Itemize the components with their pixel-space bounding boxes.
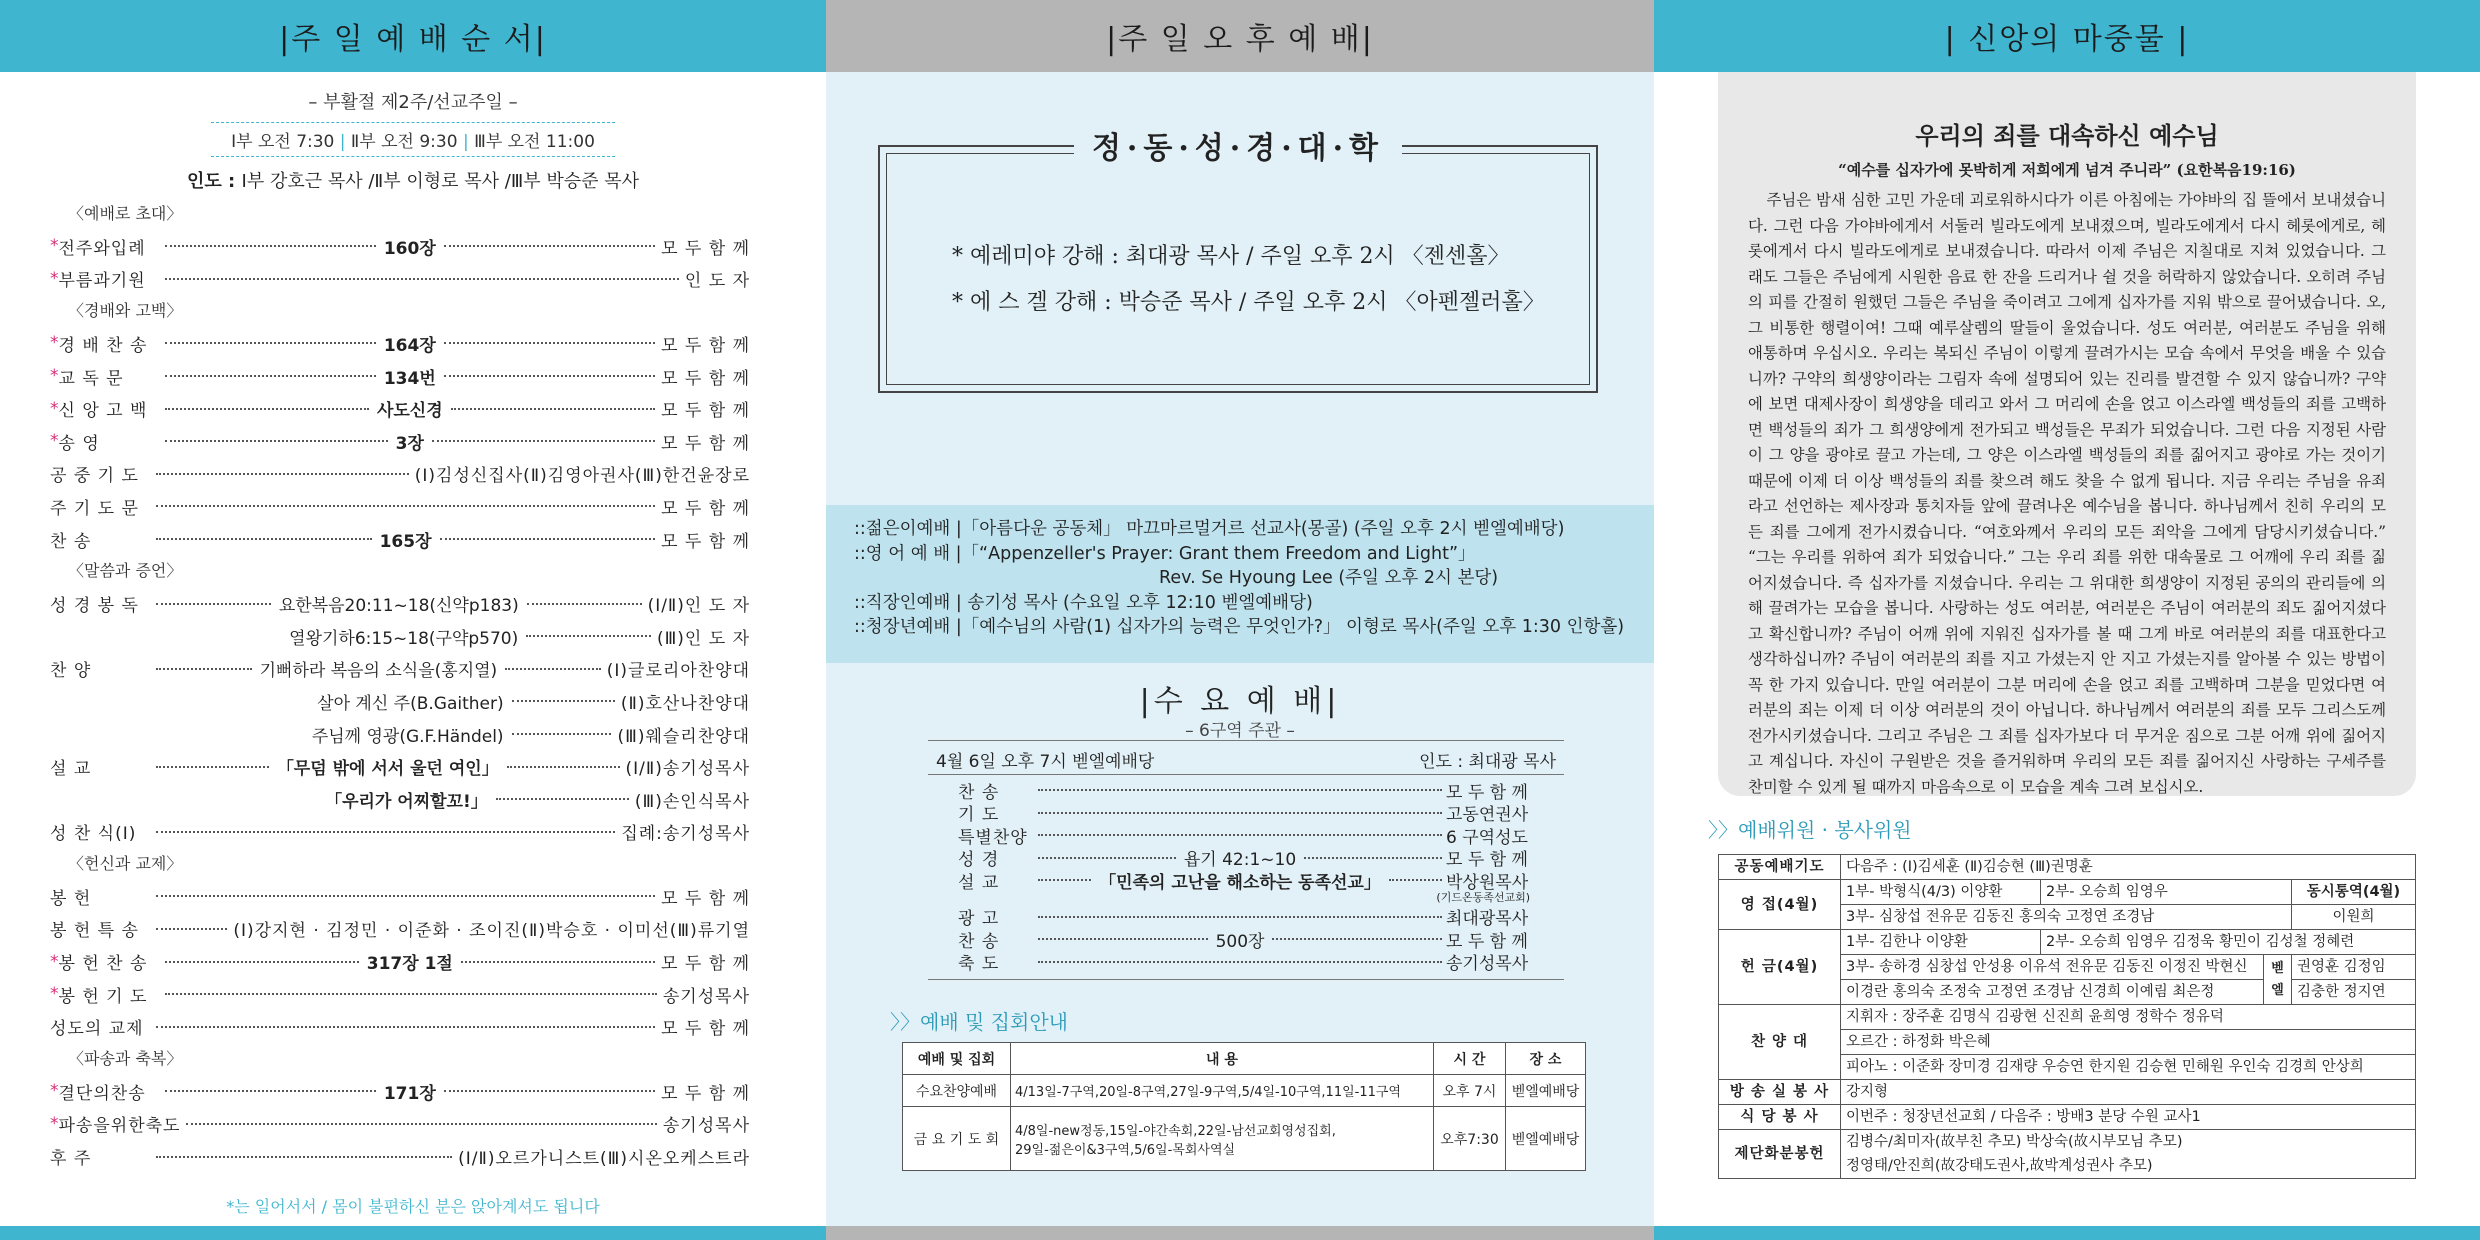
order-name: 공 중 기 도 (50, 466, 139, 487)
wed-item-leader: 모 두 함 께 (1446, 850, 1528, 871)
wed-item-name: 축 도 (958, 954, 1000, 975)
worship-order-header: |주 일 예 배 순 서| (0, 0, 826, 72)
duty-section-title: 〉〉예배위원 · 봉사위원 (1708, 818, 1912, 842)
stand-mark: * (50, 333, 59, 354)
duty-table (1718, 854, 2416, 1179)
order-detail: 열왕기하6:15~18(구약p570) (289, 628, 519, 649)
order-leader: (Ⅲ)인 도 자 (656, 628, 750, 649)
wed-item-leader: 송기성목사 (1446, 954, 1529, 975)
section-heading: 〈말씀과 증언〉 (68, 561, 183, 581)
leaders-names: Ⅰ부 강호근 목사 /Ⅱ부 이형로 목사 /Ⅲ부 박승준 목사 (241, 171, 639, 192)
wed-preacher-org: (기드온동족선교회) (1436, 890, 1530, 904)
order-leader: (Ⅰ)강지현 · 김정민 · 이준화 · 조이진(Ⅱ)박승호 · 이미선(Ⅲ)류기열 (233, 921, 750, 942)
order-name: 전주와입례 (58, 238, 146, 259)
order-leader: 모 두 함 께 (661, 888, 750, 909)
meditation-text: 주님은 밤새 심한 고민 가운데 괴로워하시다가 이른 아침에는 가야바의 집 뜰에서 보내셨습니다. 그런 다음 가야바에게서 서둘러 빌라도에게 보내졌으며, 빌라도에게서 다시 헤롯에게로, 헤롯에게서 다시 빌라도에게로 보내졌습니다. 따라서 이제 주님은 지칠대로 지쳐 있었습니다. 그래도 그들은 주님에게 시원한 음료 한 잔을 드리거나 쉴 것을 허락하지 않았습니다. 오히려 주님의 피를 간절히 원했던 그들은 주님을 죽이려고 그에게 십자가를 지워 밖으로 끌어냈습니다. 오, 그 비통한 행렬이여! 그때 예루살렘의 딸들이 울었습니다. 성도 여러분, 여러분도 주님을 위해 애통하며 우십시오. 우리는 복되신 주님이 이렇게 끌려가시는 모습 속에서 무엇을 배울 수 있습니까? 구약의 희생양이라는 그림자 속에 설명되어 있는 진리를 발견할 수 있지 않습니까? 구약에 보면 대제사장이 희생양을 데리고 와서 그 머리에 손을 얹고 이스라엘 백성들의 죄를 고백하면 백성들의 죄가 그 희생양에게 전가되고 백성들은 무죄가 되었습니다. 그런 다음 지정된 사람이 그 양을 광야로 끌고 가는데, 그 양은 이스라엘 백성들의 죄를 짊어지고 광야로 가는 것이기 때문에 이제 더 이상 백성들의 죄를 찾으려 해도 찾을 수 없게 됩니다. 지금 우리는 주님을 유죄라고 선언하는 제사장과 통치자들 앞에 끌려나온 예수님을 봅니다. 하나님께서 친히 우리의 모든 죄를 그에게 전가시켰습니다. “여호와께서 우리의 모든 죄악을 그에게 담당시키셨습니다.” “그는 우리를 위하여 죄가 되었습니다.” 그는 우리 죄를 위한 대속물로 그 어깨에 우리 죄를 짊어지셨습니다. 즉 십자가를 지셨습니다. 우리는 그 위대한 희생양이 지정된 공의의 관리들에 의해 끌려가는 모습을 봅니다. 사랑하는 성도 여러분, 여러분은 주님이 여러분의 죄도 짊어지셨다고 확신합니까? 주님이 어깨 위에 지워진 십자가를 볼 때 그게 바로 여러분의 죄를 대표한다고 생각하십니까? 주님이 여러분의 죄를 지고 가셨는지 안 지고 가셨는지를 알아볼 수 있는 방법이 꼭 한 가지 있습니다. 만일 여러분이 그분 머리에 손을 얹고 죄를 고백하며 그분을 믿었다면 여러분의 죄는 이제 더 이상 여러분의 것이 아닙니다. 하나님께서 여러분의 죄를 모두 그리스도께 전가시키셨습니다. 그리고 주님은 그 죄를 십자가보다 더 무거운 짐으로 그분 어깨 위에 짊어지고 계십니다. 자신이 구원받은 것을 즐거워하며 우리의 모든 죄를 짊어지신 사랑하는 구세주를 찬미할 수 있게 될 때까지 마음속으로 이 모습을 계속 그려 보십시오. (1748, 191, 2386, 796)
order-detail: 317장 1절 (366, 954, 453, 975)
duty-label: 방 송 실 봉 사 (1719, 1080, 1841, 1105)
order-name: 봉 헌 기 도 (58, 986, 148, 1007)
order-row (50, 1108, 750, 1141)
order-leader: 모 두 함 께 (661, 433, 751, 454)
order-name: 부름과기원 (58, 271, 146, 292)
order-row (50, 1010, 750, 1043)
order-detail: 살아 계신 주(B.Gaither) (317, 693, 504, 714)
table-row (1719, 1130, 2416, 1155)
order-leader: (Ⅲ)손인식목사 (634, 791, 750, 812)
order-name: 성 경 봉 독 (50, 596, 139, 617)
duty-value: 동시통역(4월) (2292, 880, 2416, 905)
order-name: 찬 양 (50, 661, 92, 682)
duty-value: 김병수/최미자(故부친 추모) 박상숙(故시부모님 추모) (1841, 1130, 2416, 1155)
order-detail: 요한복음20:11~18(신약p183) (278, 596, 519, 617)
table-cell: 수요찬양예배 (903, 1075, 1011, 1107)
order-row (50, 653, 750, 686)
order-leader: (Ⅱ)호산나찬양대 (620, 693, 750, 714)
table-header: 시 간 (1434, 1043, 1506, 1075)
order-name: 후 주 (50, 1149, 92, 1170)
order-name: 성 찬 식(Ⅰ) (50, 824, 137, 845)
stand-mark: * (50, 984, 59, 1005)
order-name: 교 독 문 (58, 368, 124, 389)
footer-bar (1654, 1226, 2480, 1240)
wed-row (928, 847, 1564, 870)
duty-value: 2부- 오승희 임영우 (2041, 880, 2292, 905)
stand-mark: * (50, 1113, 59, 1134)
wed-item-leader: 고동연권사 (1446, 805, 1529, 826)
order-row (50, 913, 750, 946)
wed-sermon-title: 「민족의 고난을 해소하는 동족선교」 (1099, 872, 1381, 893)
order-leader: 모 두 함 께 (661, 1083, 751, 1104)
order-detail: 주님께 영광(G.F.Händel) (311, 726, 504, 747)
wed-item-name: 성 경 (958, 850, 1000, 871)
order-leader: 모 두 함 께 (661, 335, 751, 356)
table-cell: 4/13일-7구역,20일-8구역,27일-9구역,5/4일-10구역,11일-11구역 (1011, 1075, 1434, 1107)
order-row (50, 587, 750, 620)
table-cell: 4/8일-new정동,15일-야간속회,22일-남선교회영성집회, 29일-젊은이&3구역,5/6일-목회사역실 (1011, 1107, 1434, 1171)
wednesday-time: 4월 6일 오후 7시 벧엘예배당 (936, 752, 1155, 772)
stand-mark: * (50, 1081, 59, 1102)
wed-item-detail: 500장 (1215, 931, 1265, 952)
order-row (50, 816, 750, 849)
wed-row (928, 824, 1564, 847)
bible-college-frame (878, 131, 1598, 393)
table-cell: 오후 7시 (1434, 1075, 1506, 1107)
duty-value: 김충한 정지연 (2292, 980, 2416, 1005)
duty-value: 3부- 심창섭 전유문 김동진 홍의숙 고정연 조경남 (1841, 905, 2292, 930)
order-name: 경 배 찬 송 (58, 335, 148, 356)
duty-value: 오르간 : 하정화 박은혜 (1841, 1030, 2416, 1055)
duty-label: 공동예배기도 (1719, 855, 1841, 880)
duty-value: 1부- 김한나 이양환 (1841, 930, 2041, 955)
order-leader: 인 도 자 (684, 271, 750, 292)
wednesday-worship-title: |수 요 예 배| (1139, 684, 1341, 719)
duty-value: 벧엘 (2264, 955, 2292, 1005)
wed-item-leader: 모 두 함 께 (1446, 931, 1528, 952)
order-detail: 164장 (383, 335, 436, 356)
stand-mark: * (50, 366, 59, 387)
other-services-band (826, 505, 1654, 663)
wed-row (928, 906, 1564, 929)
wed-row (928, 779, 1564, 802)
order-detail: 134번 (383, 368, 436, 389)
section-heading: 〈헌신과 교제〉 (68, 854, 183, 874)
table-row (1719, 880, 2416, 905)
afternoon-worship-column (826, 0, 1654, 1240)
bible-college-line: * 에 스 겔 강해 : 박승준 목사 / 주일 오후 2시 〈아펜젤러홀〉 (952, 290, 1545, 315)
section-heading: 〈예배로 초대〉 (68, 204, 183, 223)
duty-value: 다음주 : (Ⅰ)김세훈 (Ⅱ)김승현 (Ⅲ)권명훈 (1841, 855, 2416, 880)
devotion-header: | 신앙의 마중물 | (1654, 0, 2480, 72)
meditation-title: 우리의 죄를 대속하신 예수님 (1915, 121, 2219, 150)
duty-value: 정영태/안진희(故강태도권사,故박계성권사 추모) (1841, 1154, 2416, 1179)
sermon-title: 「무덤 밖에 서서 울던 여인」 (276, 759, 499, 780)
order-name: 파송을위한축도 (58, 1116, 181, 1137)
duty-value: 권영훈 김정임 (2292, 955, 2416, 980)
order-row (50, 978, 750, 1011)
duty-value: 지휘자 : 장주훈 김명식 김광현 신진희 윤희영 정학수 정유덕 (1841, 1005, 2416, 1030)
time-2: Ⅱ부 오전 9:30 (350, 132, 458, 152)
order-row (50, 490, 750, 523)
order-leader: (Ⅲ)웨슬리찬양대 (617, 726, 750, 747)
table-row (903, 1107, 1586, 1171)
service-line: Rev. Se Hyoung Lee (주일 오후 2시 본당) (1159, 568, 1499, 588)
standing-note: *는 일어서서 / 몸이 불편하신 분은 앉아계셔도 됩니다 (226, 1197, 600, 1216)
table-cell: 벧엘예배당 (1506, 1107, 1586, 1171)
order-name: 봉 헌 찬 송 (58, 954, 148, 975)
duty-label: 헌 금(4월) (1719, 930, 1841, 1005)
worship-order-list (50, 198, 750, 1173)
wed-item-leader: 박상원목사 (1446, 872, 1529, 893)
order-leader: 모 두 함 께 (661, 368, 751, 389)
table-row (1719, 1080, 2416, 1105)
order-row (50, 392, 750, 425)
table-row (903, 1075, 1586, 1107)
order-detail: 171장 (383, 1083, 436, 1104)
table-header: 예배 및 집회 (903, 1043, 1011, 1075)
table-row (1719, 1105, 2416, 1130)
stand-mark: * (50, 431, 59, 452)
order-leader: (Ⅰ)글로리아찬양대 (606, 661, 751, 682)
time-1: Ⅰ부 오전 7:30 (231, 132, 335, 152)
devotion-column (1654, 0, 2480, 1240)
wed-item-leader: 최대광목사 (1446, 909, 1529, 930)
time-sep: | (339, 132, 346, 152)
service-times (211, 122, 615, 157)
order-row (50, 230, 750, 263)
order-leader: 모 두 함 께 (661, 238, 751, 259)
duty-value: 1부- 박형식(4/3) 이양환 (1841, 880, 2041, 905)
wed-row (928, 869, 1564, 892)
stand-mark: * (50, 398, 59, 419)
table-row (1719, 930, 2416, 955)
order-name: 봉 헌 (50, 888, 92, 909)
order-leader: 모 두 함 께 (661, 1019, 750, 1040)
order-leader: 송기성목사 (662, 986, 750, 1007)
order-name: 설 교 (50, 759, 92, 780)
duty-label: 찬 양 대 (1719, 1005, 1841, 1080)
order-detail: 3장 (395, 433, 424, 454)
wed-item-leader: 6 구역성도 (1446, 827, 1528, 848)
meditation-verse: “예수를 십자가에 못박히게 저희에게 넘겨 주니라” (요한복음19:16) (1838, 161, 2296, 179)
wed-item-leader: 모 두 함 께 (1446, 782, 1528, 803)
wed-item-name: 설 교 (958, 872, 1000, 893)
afternoon-worship-header: |주 일 오 후 예 배| (826, 0, 1654, 72)
table-row (1719, 855, 2416, 880)
wednesday-worship-subtitle: – 6구역 주관 – (1185, 721, 1295, 741)
order-leader: 모 두 함 께 (661, 531, 751, 552)
duty-value: 이경란 홍의숙 조정숙 고정연 조경남 신경희 이예림 최은정 (1841, 980, 2264, 1005)
order-row (50, 685, 750, 718)
order-leader: (Ⅰ/Ⅱ)오르가니스트(Ⅲ)시온오케스트라 (458, 1149, 750, 1170)
wed-item-name: 특별찬양 (958, 827, 1028, 848)
order-detail: 160장 (383, 238, 436, 259)
duty-value: 3부- 송하경 심창섭 안성용 이유석 전유문 김동진 이정진 박현신 (1841, 955, 2264, 980)
order-name: 주 기 도 문 (50, 498, 139, 519)
time-3: Ⅲ부 오전 11:00 (474, 132, 595, 152)
order-name: 결단의찬송 (58, 1083, 146, 1104)
order-name: 성도의 교제 (50, 1019, 144, 1040)
order-leader: 모 두 함 께 (661, 498, 750, 519)
order-row (50, 783, 750, 816)
service-line: ::영 어 예 배 |「“Appenzeller's Prayer: Grant them Freedom and Light”」 (854, 543, 1476, 564)
meetings-section-title: 〉〉예배 및 집회안내 (890, 1010, 1068, 1034)
meetings-table (902, 1042, 1586, 1171)
duty-value: 강지형 (1841, 1080, 2416, 1105)
order-leader: 집례:송기성목사 (621, 824, 750, 845)
table-cell: 벧엘예배당 (1506, 1075, 1586, 1107)
duty-label: 영 접(4월) (1719, 880, 1841, 930)
stand-mark: * (50, 268, 59, 289)
duty-label: 식 당 봉 사 (1719, 1105, 1841, 1130)
duty-value: 이원희 (2292, 905, 2416, 930)
duty-value: 이번주 : 청장년선교회 / 다음주 : 방배3 분당 수원 교사1 (1841, 1105, 2416, 1130)
order-leader: 모 두 함 께 (661, 954, 751, 975)
wed-row (928, 928, 1564, 951)
order-row (50, 718, 750, 751)
wed-item-name: 광 고 (958, 909, 1000, 930)
order-detail: 기뻐하라 복음의 소식을(홍지열) (259, 661, 498, 682)
section-heading: 〈파송과 축복〉 (68, 1049, 183, 1069)
order-row (50, 750, 750, 783)
wednesday-order (928, 740, 1564, 980)
order-leader: (Ⅰ/Ⅱ)인 도 자 (647, 596, 751, 617)
worship-order-column (0, 0, 826, 1240)
order-leader: (Ⅰ)김성신집사(Ⅱ)김영아권사(Ⅲ)한건윤장로 (414, 466, 750, 487)
order-row (50, 620, 750, 653)
order-row (50, 263, 750, 296)
service-line: ::젊은이예배 |「아름다운 공동체」 마끄마르멀거르 선교사(몽골) (주일 오후 2시 벧엘예배당) (854, 519, 1565, 539)
table-header-row (903, 1043, 1586, 1075)
table-header: 내 용 (1011, 1043, 1434, 1075)
service-leaders (0, 167, 826, 193)
service-line: ::직장인예배 | 송기성 목사 (수요일 오후 12:10 벧엘예배당) (854, 592, 1313, 613)
wed-item-detail: 욥기 42:1~10 (1183, 850, 1297, 871)
wed-item-name: 찬 송 (958, 782, 1000, 803)
footer-bar (0, 1226, 826, 1240)
table-header: 장 소 (1506, 1043, 1586, 1075)
order-row (50, 1075, 750, 1108)
wed-row (928, 802, 1564, 825)
service-line: ::청장년예배 |「예수님의 사람(1) 십자가의 능력은 무엇인가?」 이형로 목사(주일 오후 1:30 인항홀) (854, 617, 1625, 637)
order-row (50, 360, 750, 393)
order-name: 봉 헌 특 송 (50, 921, 139, 942)
order-leader: (Ⅰ/Ⅱ)송기성목사 (625, 759, 751, 780)
order-detail: 165장 (379, 531, 432, 552)
meditation-box (1718, 72, 2416, 796)
worship-subtitle: – 부활절 제2주/선교주일 – (308, 92, 518, 113)
time-sep: | (462, 132, 469, 152)
leaders-label: 인도 : (187, 171, 236, 192)
stand-mark: * (50, 236, 59, 257)
wed-item-name: 기 도 (958, 805, 1000, 826)
sermon-title: 「우리가 어찌할꼬!」 (325, 791, 488, 812)
order-name: 찬 송 (50, 531, 92, 552)
wed-item-name: 찬 송 (958, 931, 1000, 952)
duty-value: 2부- 오승희 임영우 김정욱 황민이 김성철 정혜련 (2041, 930, 2416, 955)
order-detail: 사도신경 (376, 401, 443, 422)
duty-label: 제단화분봉헌 (1719, 1130, 1841, 1179)
order-row (50, 327, 750, 360)
order-row (50, 425, 750, 458)
order-row (50, 458, 750, 491)
bible-college-title: 정·동·성·경·대·학 (1074, 131, 1402, 166)
order-row (50, 1140, 750, 1173)
table-cell: 금 요 기 도 회 (903, 1107, 1011, 1171)
table-row (1719, 1005, 2416, 1030)
stand-mark: * (50, 951, 59, 972)
order-row (50, 945, 750, 978)
order-leader: 송기성목사 (662, 1116, 750, 1137)
order-row (50, 523, 750, 556)
duty-value: 피아노 : 이준화 장미경 김재량 우승연 한지원 김승현 민해원 우인숙 김경희 안상희 (1841, 1055, 2416, 1080)
order-name: 신 앙 고 백 (58, 401, 148, 422)
wednesday-leader: 인도 : 최대광 목사 (1419, 752, 1556, 772)
wed-row (928, 951, 1564, 974)
table-cell: 오후7:30 (1434, 1107, 1506, 1171)
order-name: 송 영 (58, 433, 100, 454)
bible-college-line: * 예레미야 강해 : 최대광 목사 / 주일 오후 2시 〈젠센홀〉 (952, 244, 1510, 269)
footer-bar (826, 1226, 1654, 1240)
section-heading: 〈경배와 고백〉 (68, 301, 183, 321)
order-row (50, 880, 750, 913)
order-leader: 모 두 함 께 (661, 401, 751, 422)
